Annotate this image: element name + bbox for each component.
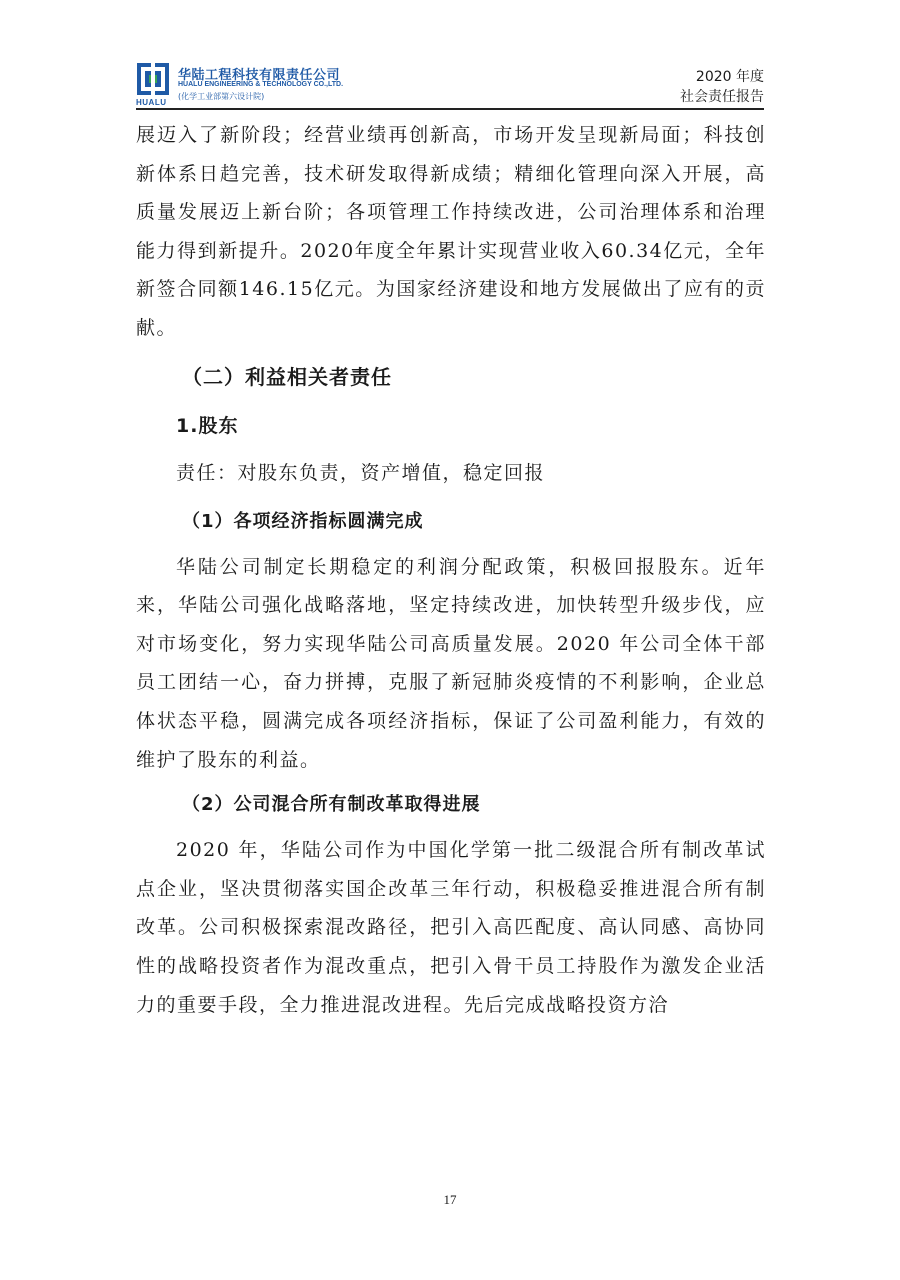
item1-paragraph: 华陆公司制定长期稳定的利润分配政策，积极回报股东。近年来，华陆公司强化战略落地，坚定持续改进，加快转型升级步伐，应对市场变化，努力实现华陆公司高质量发展。2020 年公司全体干部员工团结一心，奋力拼搏，克服了新冠肺炎疫情的不利影响，企业总体状态平稳，圆满完成各项经济指标，保证了公司盈利能力，有效的维护了股东的利益。 — [136, 555, 766, 771]
item2-paragraph: 2020 年，华陆公司作为中国化学第一批二级混合所有制改革试点企业，坚决贯彻落实国企改革三年行动，积极稳妥推进混合所有制改革。公司积极探索混改路径，把引入高匹配度、高认同感、高协同性的战略投资者作为混改重点，把引入骨干员工持股作为激发企业活力的重要手段，全力推进混改进程。先后完成战略投资方洽 — [136, 839, 766, 1016]
company-subtitle: (化学工业部第六设计院) — [178, 92, 265, 101]
page-number: 17 — [443, 1192, 457, 1207]
item2-heading: （2）公司混合所有制改革取得进展 — [182, 794, 481, 816]
company-name-en: HUALU ENGINEERING & TECHNOLOGY CO.,LTD. — [178, 81, 344, 88]
responsibility-line: 责任：对股东负责，资产增值，稳定回报 — [176, 461, 546, 484]
page-header — [136, 58, 764, 108]
report-year: 2020 年度 — [695, 69, 764, 85]
item1-heading: （1）各项经济指标圆满完成 — [182, 510, 424, 532]
subsection-title: 1.股东 — [176, 414, 239, 437]
company-name-cn: 华陆工程科技有限责任公司 — [178, 68, 341, 83]
report-title: 社会责任报告 — [680, 89, 764, 105]
header-divider — [136, 108, 764, 110]
logo-mark — [136, 62, 170, 96]
page-content — [136, 116, 766, 1024]
logo-text: HUALU — [136, 98, 167, 107]
section-title: （二）利益相关者责任 — [182, 364, 392, 389]
intro-paragraph: 展迈入了新阶段；经营业绩再创新高，市场开发呈现新局面；科技创新体系日趋完善，技术研发取得新成绩；精细化管理向深入开展，高质量发展迈上新台阶；各项管理工作持续改进，公司治理体系和治理能力得到新提升。2020年度全年累计实现营业收入60.34亿元，全年新签合同额146.15亿元。为国家经济建设和地方发展做出了应有的贡献。 — [136, 124, 766, 339]
hualu-logo-icon — [136, 62, 170, 106]
